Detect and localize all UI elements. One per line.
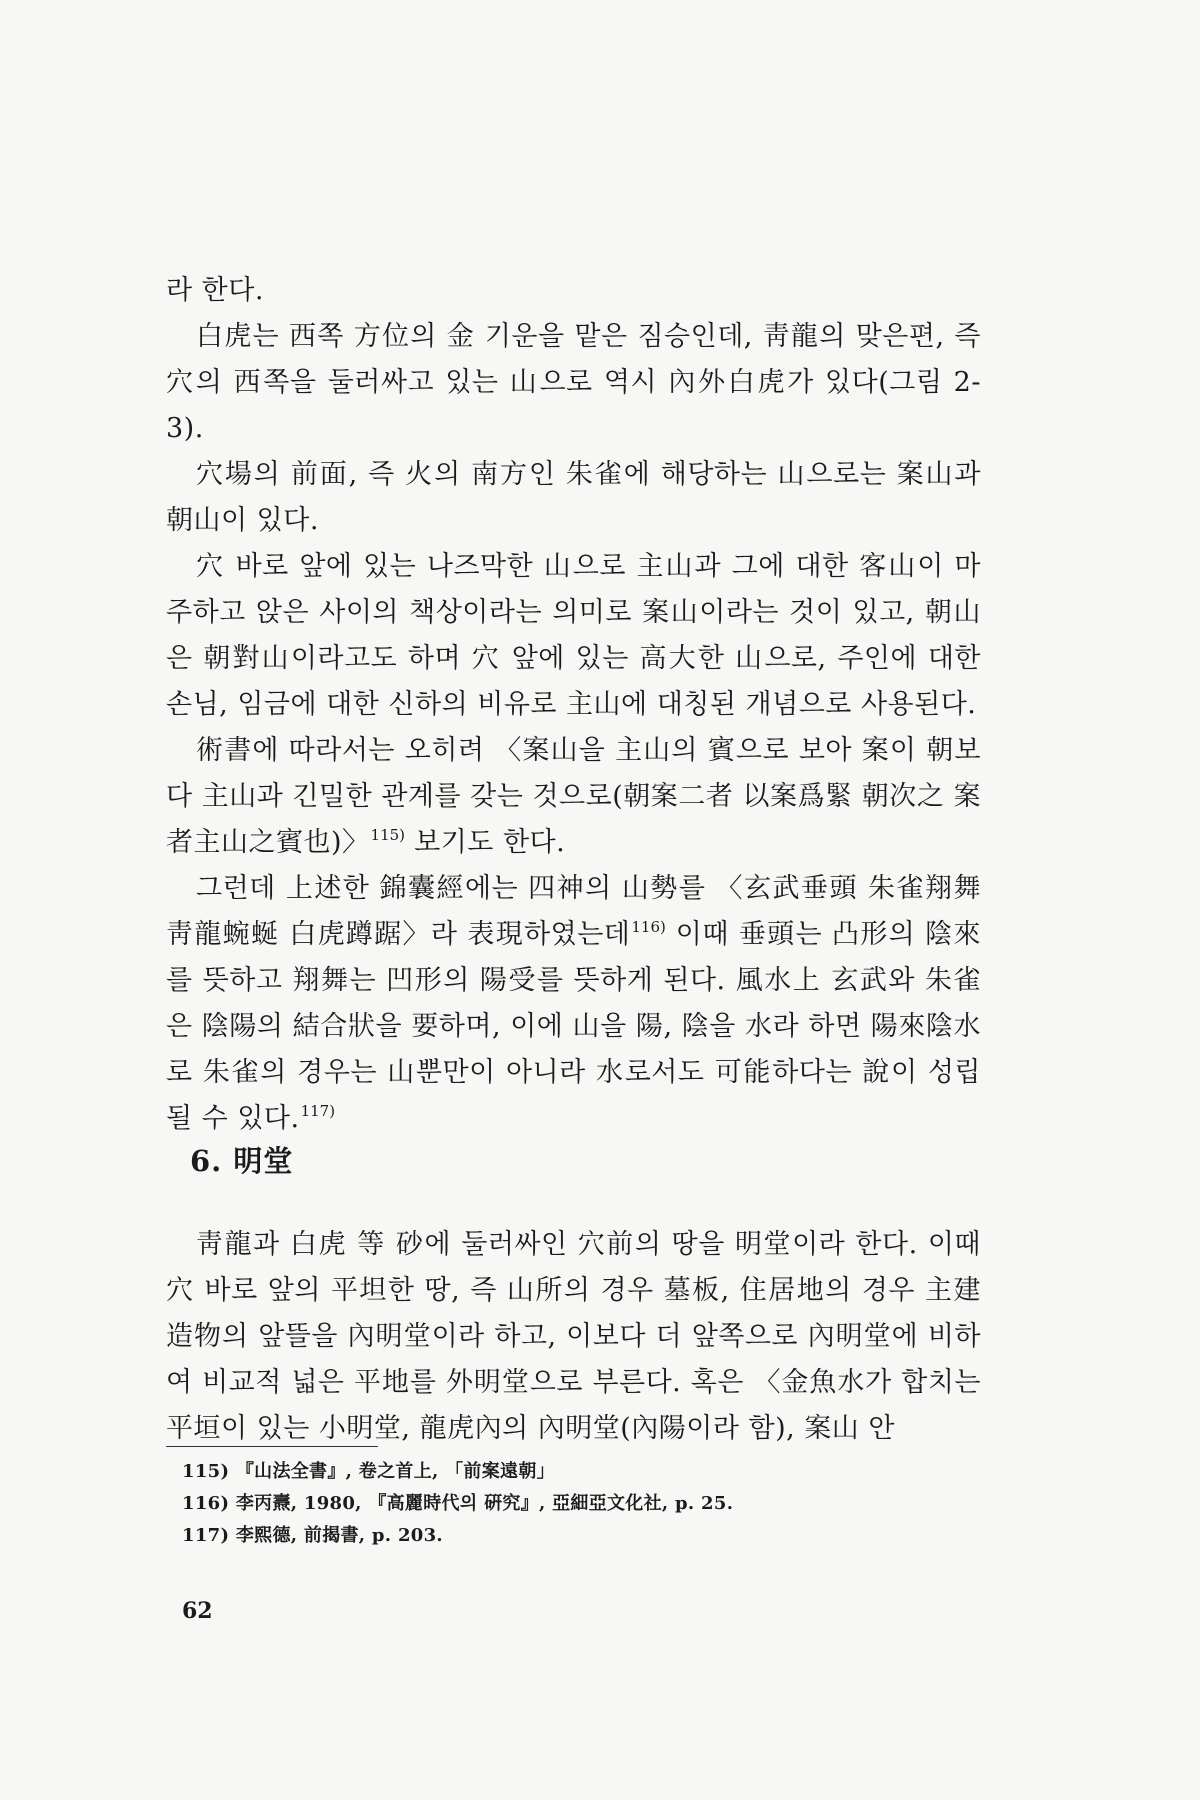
footnote-divider (166, 1446, 378, 1447)
paragraph-6: 그런데 上述한 錦囊經에는 四神의 山勢를 〈玄武垂頭 朱雀翔舞 靑龍蜿蜒 白虎蹲踞〉라 表現하였는데$^{116)}$ 이때 垂頭는 凸形의 陰來를 뜻하고 翔舞는 凹形의 陽受를 뜻하게 된다. 風水上 玄武와 朱雀은 陰陽의 結合狀을 要하며, 이에 山을 陽, 陰을 水라 하면 陽來陰水로 朱雀의 경우는 山뿐만이 아니라 水로서도 可能하다는 說이 성립될 수 있다.$^{117)}$ (166, 873, 981, 1134)
footnote-ref-117: 117) (300, 1102, 336, 1120)
paragraph-2: 白虎는 西쪽 方位의 金 기운을 맡은 짐승인데, 靑龍의 맞은편, 즉 穴의 西쪽을 둘러싸고 있는 山으로 역시 內外白虎가 있다(그림 2-3). (166, 321, 981, 444)
paragraph-5: 術書에 따라서는 오히려 〈案山을 主山의 賓으로 보아 案이 朝보다 主山과 긴밀한 관계를 갖는 것으로(朝案二者 以案爲緊 朝次之 案者主山之賓也)〉$^{115)}$ 보기도 한다. (166, 735, 981, 858)
footnote-ref-115: 115) (370, 826, 406, 844)
paragraph-1: 라 한다. (166, 275, 264, 306)
page-number: 62 (182, 1598, 213, 1624)
footnote-117: 117) 李熙德, 前揭書, p. 203. (182, 1525, 443, 1546)
body-text-top (166, 268, 981, 1142)
footnote-116: 116) 李丙燾, 1980, 『高麗時代의 硏究』, 亞細亞文化社, p. 25. (182, 1493, 734, 1514)
body-text-bottom (166, 1222, 981, 1452)
footnotes (182, 1456, 982, 1552)
paragraph-3: 穴場의 前面, 즉 火의 南方인 朱雀에 해당하는 山으로는 案山과 朝山이 있다. (166, 459, 981, 536)
footnote-ref-116: 116) (631, 918, 666, 936)
paragraph-4: 穴 바로 앞에 있는 나즈막한 山으로 主山과 그에 대한 客山이 마주하고 앉은 사이의 책상이라는 의미로 案山이라는 것이 있고, 朝山은 朝對山이라고도 하며 穴 앞에 있는 高大한 山으로, 주인에 대한 손님, 임금에 대한 신하의 비유로 主山에 대칭된 개념으로 사용된다. (166, 551, 981, 720)
paragraph-7: 靑龍과 白虎 等 砂에 둘러싸인 穴前의 땅을 明堂이라 한다. 이때 穴 바로 앞의 平坦한 땅, 즉 山所의 경우 墓板, 住居地의 경우 主建造物의 앞뜰을 內明堂이라 하고, 이보다 더 앞쪽으로 內明堂에 비하여 비교적 넓은 平地를 外明堂으로 부른다. 혹은 〈金魚水가 합치는 平垣이 있는 小明堂, 龍虎內의 內明堂(內陽이라 함), 案山 안 (166, 1229, 981, 1444)
footnote-115: 115) 『山法全書』, 卷之首上, 「前案遠朝」 (182, 1461, 555, 1482)
section-heading: 6. 明堂 (190, 1144, 294, 1178)
